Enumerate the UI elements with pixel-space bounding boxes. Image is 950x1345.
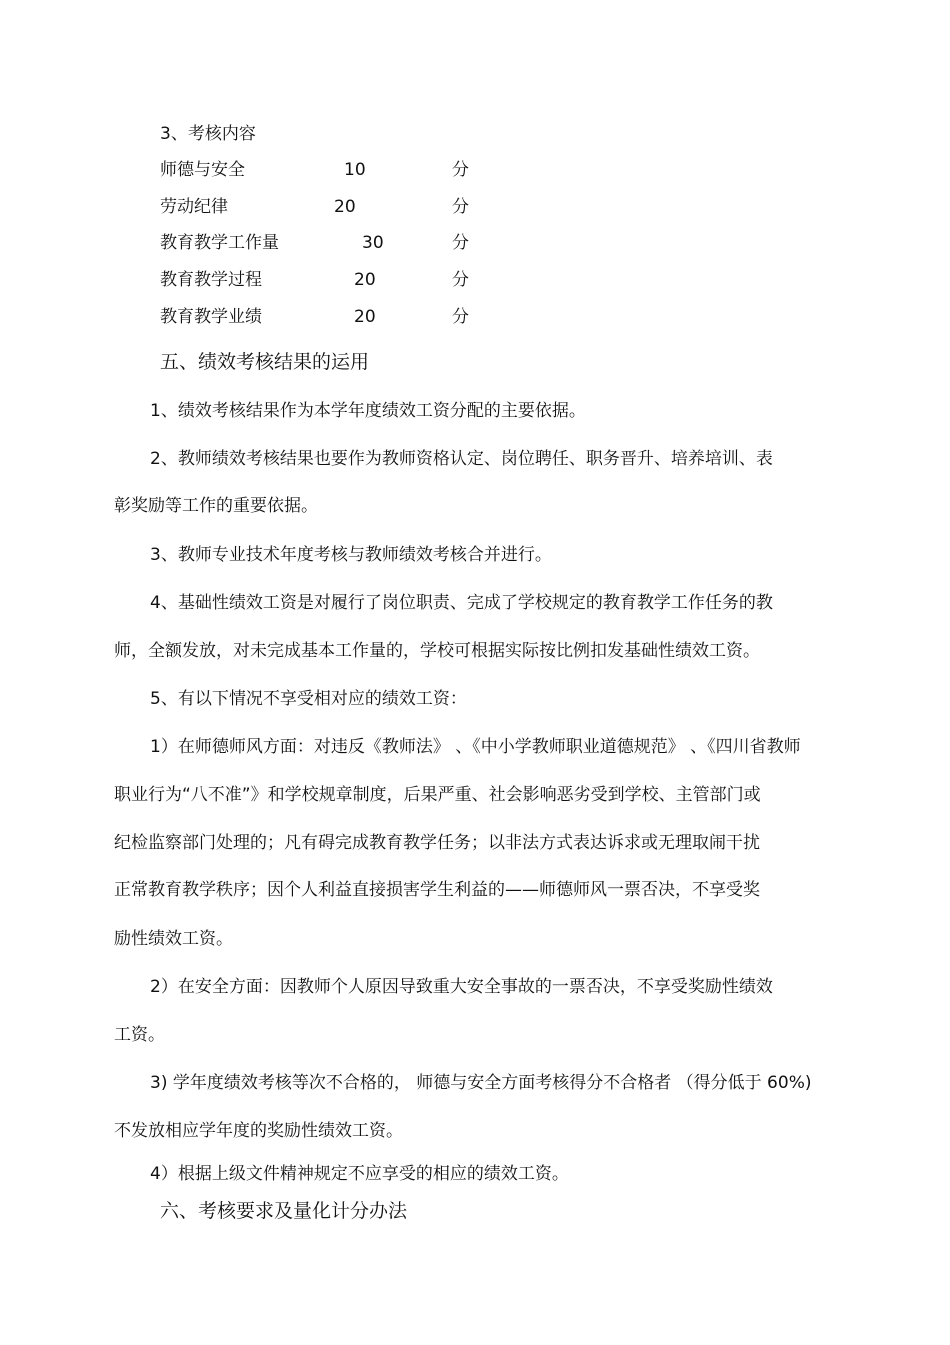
paragraph-line: 不发放相应学年度的奖励性绩效工资。 (114, 1121, 403, 1141)
score-value: 20 (354, 307, 376, 327)
score-value: 20 (334, 197, 356, 217)
paragraph-line: 师，全额发放，对未完成基本工作量的，学校可根据实际按比例扣发基础性绩效工资。 (114, 641, 760, 661)
paragraph-line: 4、基础性绩效工资是对履行了岗位职责、完成了学校规定的教育教学工作任务的教 (150, 593, 773, 613)
paragraph-line: 彰奖励等工作的重要依据。 (114, 496, 318, 516)
paragraph: 1、绩效考核结果作为本学年度绩效工资分配的主要依据。 (150, 401, 586, 421)
score-label: 教育教学业绩 (160, 307, 262, 327)
paragraph-line: 励性绩效工资。 (114, 929, 233, 949)
score-unit: 分 (452, 270, 469, 290)
paragraph: 4）根据上级文件精神规定不应享受的相应的绩效工资。 (150, 1164, 569, 1184)
paragraph: 5、有以下情况不享受相对应的绩效工资： (150, 689, 467, 709)
paragraph-line: 2、教师绩效考核结果也要作为教师资格认定、岗位聘任、职务晋升、培养培训、表 (150, 449, 773, 469)
score-unit: 分 (452, 307, 469, 327)
section-header: 3、考核内容 (160, 124, 256, 144)
score-label: 师德与安全 (160, 160, 245, 180)
paragraph-line: 正常教育教学秩序；因个人利益直接损害学生利益的——师德师风一票否决，不享受奖 (114, 880, 760, 900)
section-heading: 六、考核要求及量化计分办法 (160, 1200, 408, 1222)
score-unit: 分 (452, 160, 469, 180)
paragraph-line: 纪检监察部门处理的；凡有碍完成教育教学任务；以非法方式表达诉求或无理取闹干扰 (114, 833, 760, 853)
paragraph-line: 职业行为“八不准”》和学校规章制度，后果严重、社会影响恶劣受到学校、主管部门或 (114, 785, 761, 805)
score-value: 30 (362, 233, 384, 253)
score-label: 教育教学工作量 (160, 233, 279, 253)
score-label: 教育教学过程 (160, 270, 262, 290)
paragraph-line: 工资。 (114, 1025, 165, 1045)
score-unit: 分 (452, 233, 469, 253)
score-label: 劳动纪律 (160, 197, 228, 217)
paragraph-line: 2）在安全方面：因教师个人原因导致重大安全事故的一票否决，不享受奖励性绩效 (150, 977, 773, 997)
score-unit: 分 (452, 197, 469, 217)
section-heading: 五、绩效考核结果的运用 (160, 351, 370, 373)
score-value: 20 (354, 270, 376, 290)
paragraph: 3、教师专业技术年度考核与教师绩效考核合并进行。 (150, 545, 552, 565)
paragraph-line: 3) 学年度绩效考核等次不合格的， 师德与安全方面考核得分不合格者 （得分低于 60%) (150, 1073, 812, 1093)
score-value: 10 (344, 160, 366, 180)
paragraph-line: 1）在师德师风方面：对违反《教师法》 、《中小学教师职业道德规范》 、《四川省教师 (150, 737, 801, 757)
